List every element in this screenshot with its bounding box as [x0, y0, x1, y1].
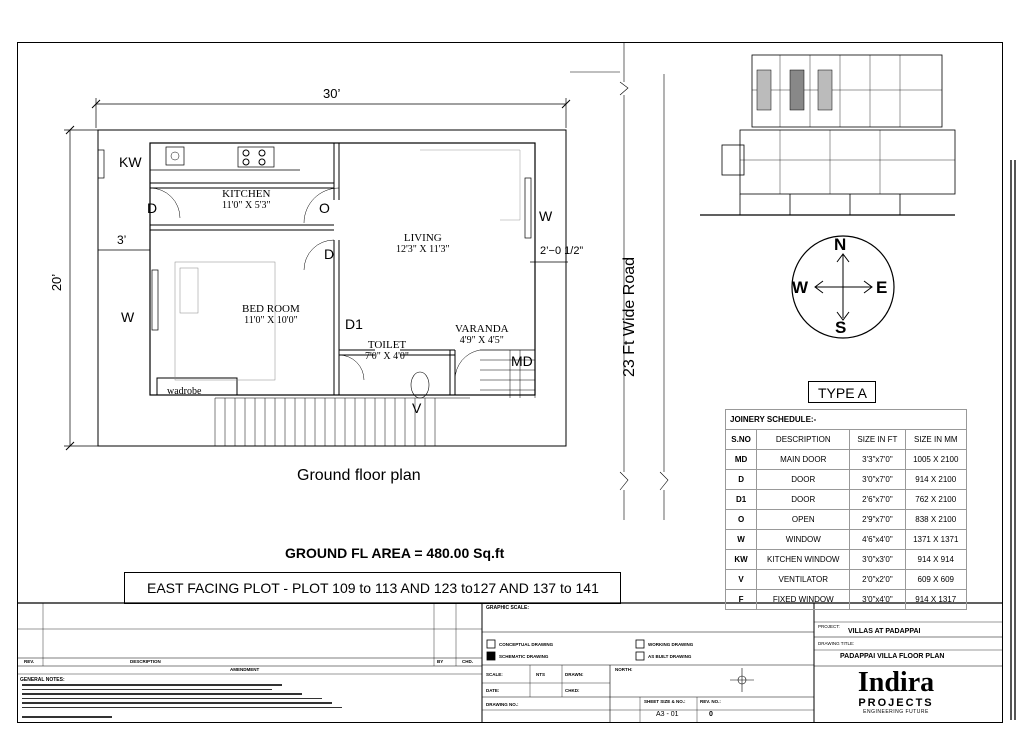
- table-row: [726, 490, 967, 510]
- table-row: [726, 550, 967, 570]
- cell-desc: FIXED WINDOW: [757, 590, 850, 610]
- room-living: [396, 232, 450, 255]
- cell-code: KW: [726, 550, 757, 570]
- room-kitchen-size: 11'0" X 5'3": [222, 200, 271, 211]
- room-kitchen-name: KITCHEN: [222, 188, 271, 200]
- logo-tagline: ENGINEERING FUTURE: [863, 709, 929, 715]
- tb-notes-lines: [22, 684, 462, 718]
- cell-ft: 2'0"x2'0": [850, 570, 905, 590]
- room-varanda-name: VARANDA: [455, 323, 509, 335]
- tb-graphic-scale: GRAPHIC SCALE:: [486, 605, 530, 611]
- wadrobe-label: wadrobe: [167, 386, 202, 397]
- label-ventilator: V: [412, 400, 422, 416]
- tb-description: DESCRIPTION: [130, 659, 161, 664]
- tb-project-label: PROJECT:: [818, 624, 840, 629]
- tb-north: NORTH:: [615, 667, 633, 672]
- compass-n: N: [834, 235, 847, 254]
- table-row: [726, 530, 967, 550]
- cell-mm: 914 X 2100: [905, 470, 967, 490]
- logo-projects: PROJECTS: [858, 697, 934, 709]
- dim-left: 20’: [49, 273, 65, 292]
- label-door-kitchen: D: [147, 200, 158, 216]
- room-bedroom-name: BED ROOM: [242, 303, 300, 315]
- label-md: MD: [511, 353, 533, 369]
- tb-rev-value: 0: [709, 711, 713, 718]
- room-kitchen: [222, 188, 271, 211]
- company-logo: [846, 668, 946, 715]
- room-bedroom-size: 11'0" X 10'0": [244, 315, 298, 326]
- dim-left-small: 3’: [117, 233, 127, 247]
- cell-mm: 1371 X 1371: [905, 530, 967, 550]
- cell-desc: VENTILATOR: [757, 570, 850, 590]
- cell-ft: 4'6"x4'0": [850, 530, 905, 550]
- tb-amendment: AMENDMENT: [230, 667, 260, 672]
- cell-ft: 3'0"x3'0": [850, 550, 905, 570]
- label-kw: KW: [119, 154, 142, 170]
- room-toilet-size: 7'0" X 4'0": [365, 351, 409, 362]
- logo-name: Indira: [857, 667, 935, 698]
- cell-desc: OPEN: [757, 510, 850, 530]
- cell-code: MD: [726, 450, 757, 470]
- cell-desc: DOOR: [757, 470, 850, 490]
- joinery-table: [725, 429, 967, 610]
- tb-rev: REV.: [24, 659, 35, 664]
- joinery-header: [726, 430, 967, 450]
- col-size-ft: SIZE IN FT: [850, 430, 905, 450]
- cell-mm: 838 X 2100: [905, 510, 967, 530]
- label-d1: D1: [345, 316, 363, 332]
- compass-s: S: [835, 318, 847, 337]
- cell-code: O: [726, 510, 757, 530]
- table-row: [726, 470, 967, 490]
- room-toilet: [365, 339, 409, 362]
- cell-desc: DOOR: [757, 490, 850, 510]
- room-toilet-name: TOILET: [367, 339, 407, 351]
- tb-drawing-title: PADAPPAI VILLA FLOOR PLAN: [840, 653, 945, 660]
- cell-ft: 3'0"x7'0": [850, 470, 905, 490]
- tb-drawing-title-label: DRAWING TITLE:: [818, 641, 855, 646]
- road-label: 23 Ft Wide Road: [621, 256, 639, 378]
- cell-mm: 914 X 914: [905, 550, 967, 570]
- joinery-schedule: [725, 409, 967, 610]
- dim-right-small: 2’−0 1/2”: [540, 245, 584, 257]
- label-door-bedroom: D: [324, 246, 335, 262]
- tb-sheet-size: SHEET SIZE & NO.:: [644, 699, 686, 704]
- tb-general-notes: GENERAL NOTES:: [20, 677, 65, 683]
- room-living-size: 12'3" X 11'3": [396, 244, 450, 255]
- table-row: [726, 510, 967, 530]
- cell-code: F: [726, 590, 757, 610]
- cell-ft: 2'6"x7'0": [850, 490, 905, 510]
- tb-drawing-no: DRAWING NO.:: [486, 702, 519, 707]
- tb-sheet-value: A3 - 01: [656, 711, 679, 718]
- copyright-strip: [1008, 160, 1018, 720]
- dim-top: 30’: [323, 86, 341, 101]
- cell-mm: 762 X 2100: [905, 490, 967, 510]
- col-description: DESCRIPTION: [757, 430, 850, 450]
- compass-e: E: [876, 278, 888, 297]
- cell-desc: MAIN DOOR: [757, 450, 850, 470]
- tb-schematic: SCHEMATIC DRAWING: [499, 654, 549, 659]
- cell-ft: 2'9"x7'0": [850, 510, 905, 530]
- tb-project: VILLAS AT PADAPPAI: [848, 628, 921, 635]
- table-row: [726, 450, 967, 470]
- type-label: TYPE A: [818, 385, 868, 401]
- tb-chd: CHD.: [462, 659, 473, 664]
- tb-by: BY: [437, 659, 444, 664]
- cell-desc: KITCHEN WINDOW: [757, 550, 850, 570]
- ground-floor-area: GROUND FL AREA = 480.00 Sq.ft: [285, 545, 505, 561]
- cell-code: W: [726, 530, 757, 550]
- table-row: [726, 570, 967, 590]
- table-row: [726, 590, 967, 610]
- cell-desc: WINDOW: [757, 530, 850, 550]
- room-varanda: [455, 323, 509, 346]
- room-living-name: LIVING: [403, 232, 442, 244]
- cell-code: D: [726, 470, 757, 490]
- cell-code: D1: [726, 490, 757, 510]
- tb-date: DATE:: [486, 688, 500, 693]
- cell-mm: 1005 X 2100: [905, 450, 967, 470]
- compass-w: W: [792, 278, 809, 297]
- label-window-left: W: [121, 309, 135, 325]
- type-label-box: [808, 381, 876, 403]
- tb-scale-label: SCALE:: [486, 672, 503, 677]
- tb-working: WORKING DRAWING: [648, 642, 694, 647]
- plot-title: EAST FACING PLOT - PLOT 109 to 113 AND 123 to127 AND 137 to 141: [147, 580, 599, 596]
- joinery-title: JOINERY SCHEDULE:-: [725, 409, 967, 429]
- tb-chkd: CHKD:: [565, 688, 580, 693]
- cell-ft: 3'0"x4'0": [850, 590, 905, 610]
- tb-drawn: DRAWN:: [565, 672, 584, 677]
- cell-mm: 914 X 1317: [905, 590, 967, 610]
- cell-mm: 609 X 609: [905, 570, 967, 590]
- room-varanda-size: 4'9" X 4'5": [459, 335, 504, 346]
- tb-scale-value: NTS: [536, 672, 545, 677]
- col-sno: S.NO: [726, 430, 757, 450]
- tb-rev-no: REV. NO.:: [700, 699, 721, 704]
- label-window-right: W: [539, 208, 553, 224]
- cell-code: V: [726, 570, 757, 590]
- cell-ft: 3'3"x7'0": [850, 450, 905, 470]
- plan-caption: Ground floor plan: [297, 467, 421, 484]
- tb-as-built: AS BUILT DRAWING: [648, 654, 692, 659]
- col-size-mm: SIZE IN MM: [905, 430, 967, 450]
- label-open: O: [319, 200, 330, 216]
- room-bedroom: [242, 303, 300, 326]
- tb-conceptual: CONCEPTUAL DRAWING: [499, 642, 554, 647]
- plot-title-box: [124, 572, 621, 604]
